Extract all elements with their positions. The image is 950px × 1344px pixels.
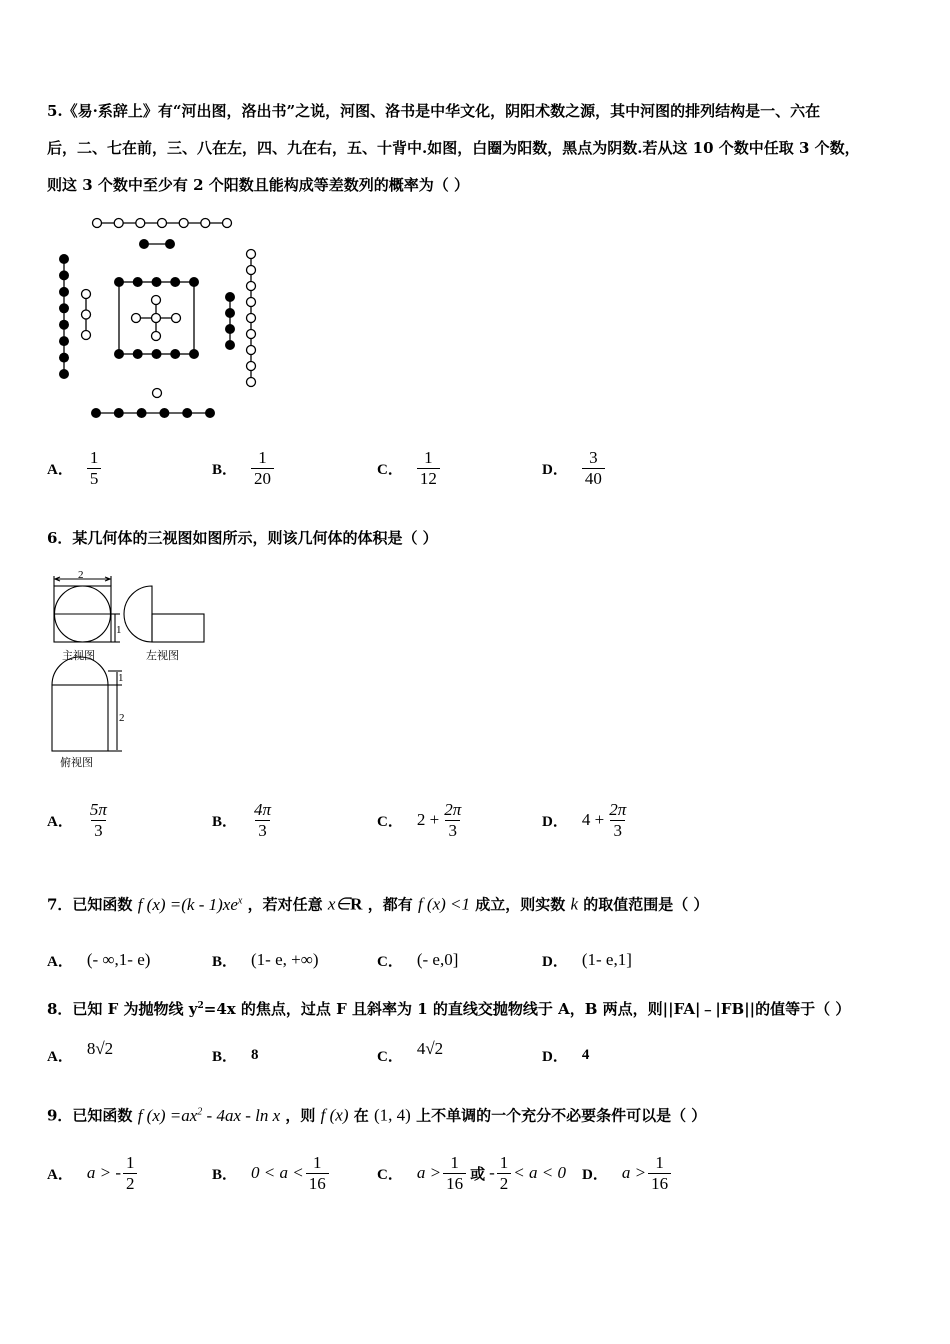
hetu-figure: [40, 210, 280, 425]
q6-option-b[interactable]: B． $\frac{4\pi}{3}$: [212, 795, 274, 845]
fraction: $\frac{1}{20}$: [251, 448, 274, 489]
q9-function: f $(x) =ax^2 - 4ax - \ln x$: [137, 1105, 281, 1125]
question-6: [47, 520, 438, 557]
q8-option-c[interactable]: C． 4√2: [377, 1039, 444, 1065]
q8-option-b[interactable]: B． 8: [212, 1046, 259, 1065]
q6-option-c[interactable]: C． 2 + $\frac{2\pi}{3}$: [377, 795, 464, 845]
label-left-view: 左视图: [146, 649, 179, 662]
fraction: $\frac{4\pi}{3}$: [254, 799, 272, 840]
fraction: $\frac{3}{40}$: [582, 448, 605, 489]
q7-option-c[interactable]: C． (- e,0]: [377, 950, 459, 970]
question-9: 9．已知函数 f $(x) =ax^2 - 4ax - \ln x$ ，则 f (x) 在 (1, 4) 上不单调的一个充分不必要条件可以是（ ）: [47, 1105, 707, 1125]
q8-option-a[interactable]: A． 8√2: [47, 1039, 114, 1065]
fraction: $\frac{1}{2}$: [123, 1153, 138, 1194]
dim-top-h1: 1: [118, 672, 124, 684]
q9-options: [47, 1148, 907, 1198]
q7-function: f $(x) =(k - 1)xe^x$: [137, 894, 243, 914]
fraction: $\frac{2\pi}{3}$: [444, 799, 462, 840]
fraction: $\frac{1}{16}$: [648, 1153, 671, 1194]
fraction: $\frac{2\pi}{3}$: [609, 799, 627, 840]
fraction: $\frac{1}{16}$: [306, 1153, 329, 1194]
q7-option-a[interactable]: A． (- ∞,1- e): [47, 950, 151, 970]
q8-option-d[interactable]: D． 4: [542, 1046, 590, 1065]
label-top-view: 俯视图: [60, 756, 93, 769]
q6-option-d[interactable]: D． 4 + $\frac{2\pi}{3}$: [542, 795, 629, 845]
q7-options: [47, 935, 907, 985]
question-8: 8．已知 F 为抛物线 $y^2=4x$ 的焦点，过点 F 且斜率为 1 的直线交抛物线于 A，B 两点，则||FA|﹣|FB||的值等于（ ）: [47, 1000, 851, 1018]
question-5: [47, 93, 927, 204]
label-front-view: 主视图: [62, 649, 95, 662]
q5-line-2: 后，二、七在前，三、八在左，四、九在右，五、十背中.如图，白圈为阳数，黑点为阴数.若从这 10 个数中任取 3 个数，: [47, 139, 860, 157]
q5-option-c[interactable]: C． $\frac{1}{12}$: [377, 443, 440, 493]
q6-option-a[interactable]: A． $\frac{5\pi}{3}$: [47, 795, 110, 845]
question-7: 7．已知函数 f $(x) =(k - 1)xe^x$ ，若对任意 x∈R ，都有 f (x) <1 成立，则实数 k 的取值范围是（ ）: [47, 894, 709, 914]
q6-stem: 6．某几何体的三视图如图所示，则该几何体的体积是（ ）: [47, 529, 438, 547]
three-view-figure: [40, 568, 220, 778]
q9-option-b[interactable]: B． 0 < a < $\frac{1}{16}$: [212, 1148, 329, 1198]
q5-line-1: 5.《易·系辞上》有“河出图，洛出书”之说，河图、洛书是中华文化，阴阳术数之源，其中河图的排列结构是一、六在: [47, 102, 821, 120]
dim-front-h: 1: [116, 624, 122, 636]
fraction: $\frac{1}{2}$: [497, 1153, 512, 1194]
q7-option-d[interactable]: D． (1- e,1]: [542, 950, 632, 970]
q8-options: [47, 1030, 907, 1080]
q5-line-3: 则这 3 个数中至少有 2 个阳数且能构成等差数列的概率为（ ）: [47, 176, 469, 194]
fraction: $\frac{1}{12}$: [417, 448, 440, 489]
fraction: $\frac{1}{16}$: [443, 1153, 466, 1194]
q9-option-d[interactable]: D． a > $\frac{1}{16}$: [582, 1148, 671, 1198]
q5-option-b[interactable]: B． $\frac{1}{20}$: [212, 443, 274, 493]
q5-option-a[interactable]: A． $\frac{1}{5}$: [47, 443, 101, 493]
q7-option-b[interactable]: B． (1- e, +∞): [212, 950, 319, 970]
q9-option-c[interactable]: C． a > $\frac{1}{16}$ 或 - $\frac{1}{2}$ < a < 0: [377, 1152, 566, 1193]
q5-option-d[interactable]: D． $\frac{3}{40}$: [542, 443, 605, 493]
fraction: $\frac{1}{5}$: [87, 448, 102, 489]
fraction: $\frac{5\pi}{3}$: [89, 799, 107, 840]
q6-options: [47, 795, 907, 845]
q5-options: [47, 443, 907, 493]
dim-width: 2: [78, 569, 84, 581]
q9-option-a[interactable]: A． a > - $\frac{1}{2}$: [47, 1148, 137, 1198]
dim-top-h2: 2: [119, 712, 125, 724]
